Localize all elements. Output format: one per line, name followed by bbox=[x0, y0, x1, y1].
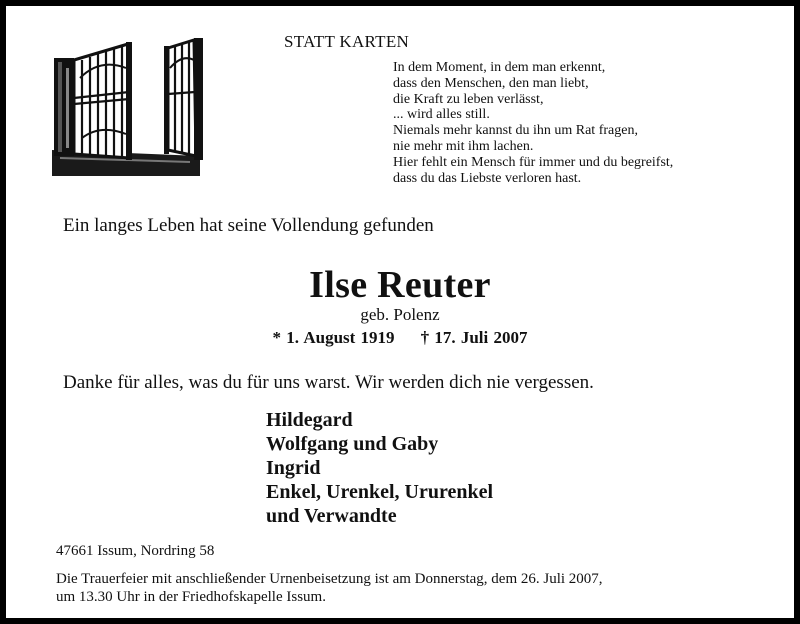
family-member: Enkel, Urenkel, Ururenkel bbox=[266, 481, 494, 503]
thanks-line: Danke für alles, was du für uns warst. Wir werden dich nie vergessen. bbox=[63, 372, 594, 393]
poem-line: In dem Moment, in dem man erkennt, bbox=[393, 60, 606, 75]
address: 47661 Issum, Nordring 58 bbox=[56, 543, 215, 559]
death-date: † 17. Juli 2007 bbox=[420, 328, 528, 347]
ceremony-info bbox=[56, 570, 603, 606]
birth-date: * 1. August 1919 bbox=[272, 328, 395, 347]
family-member: und Verwandte bbox=[266, 505, 397, 527]
poem-line: ... wird alles still. bbox=[393, 107, 490, 123]
family-list bbox=[266, 408, 493, 528]
header-statt-karten: STATT KARTEN bbox=[284, 32, 410, 51]
open-gate-icon bbox=[50, 38, 205, 178]
poem-line: dass du das Liebste verloren hast. bbox=[393, 170, 582, 186]
poem bbox=[393, 60, 673, 186]
intro-line: Ein langes Leben hat seine Vollendung gefunden bbox=[63, 215, 434, 236]
poem-line: Hier fehlt ein Mensch für immer und du begreifst, bbox=[393, 154, 674, 170]
life-dates bbox=[6, 328, 794, 348]
poem-line: Niemals mehr kannst du ihn um Rat fragen, bbox=[393, 123, 638, 139]
poem-line: nie mehr mit ihm lachen. bbox=[393, 138, 534, 154]
maiden-name: geb. Polenz bbox=[360, 305, 440, 324]
family-member: Ingrid bbox=[266, 457, 321, 479]
poem-line: dass den Menschen, den man liebt, bbox=[393, 75, 589, 91]
family-member: Wolfgang und Gaby bbox=[266, 433, 439, 455]
poem-line: die Kraft zu leben verlässt, bbox=[393, 91, 544, 107]
deceased-name: Ilse Reuter bbox=[309, 264, 491, 306]
family-member: Hildegard bbox=[266, 409, 353, 431]
ceremony-line: um 13.30 Uhr in der Friedhofskapelle Issum. bbox=[56, 589, 326, 605]
ceremony-line: Die Trauerfeier mit anschließender Urnenbeisetzung ist am Donnerstag, dem 26. Juli 2007, bbox=[56, 571, 603, 587]
